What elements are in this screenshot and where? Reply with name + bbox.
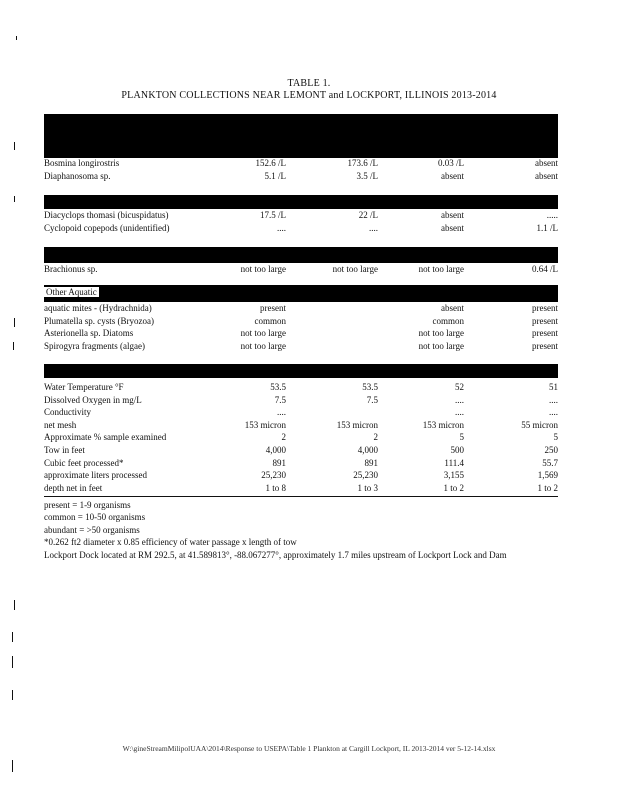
cell: 3.5 /L (356, 170, 378, 181)
section-copepods (44, 209, 558, 234)
row-label: depth net in feet (44, 482, 103, 493)
cell: 0.03 /L (438, 158, 464, 168)
cell: 2 (373, 432, 378, 443)
table-row (44, 406, 558, 419)
table-row (44, 222, 558, 235)
section-other-aquatic (44, 302, 558, 352)
table-row (44, 469, 558, 482)
cell: 891 (272, 457, 286, 468)
table-row (44, 419, 558, 432)
table-bottom-rule (44, 496, 558, 497)
cell: 153 micron (244, 419, 286, 430)
scan-speck (12, 632, 13, 642)
redaction-bar-other (44, 285, 558, 302)
cell: 891 (364, 457, 378, 468)
note-present: present = 1-9 organisms (44, 500, 131, 510)
cell: 5 (553, 432, 558, 443)
cell: not too large (418, 340, 464, 351)
cell: 25,230 (353, 470, 378, 481)
cell (286, 340, 378, 353)
cell: 4,000 (265, 444, 286, 455)
row-label: approximate liters processed (44, 470, 147, 481)
cell: 7.5 (274, 394, 286, 405)
cell: 55 micron (521, 419, 558, 430)
section-cladocera (44, 157, 558, 182)
cell: 5.1 /L (264, 170, 286, 181)
scan-speck (13, 342, 14, 350)
cell: absent (535, 158, 558, 168)
redaction-bar-parameters (44, 364, 558, 378)
scan-speck (14, 196, 15, 202)
cell: absent (441, 170, 464, 181)
cell: not too large (240, 340, 286, 351)
cell: present (260, 303, 286, 313)
row-label: Diacyclops thomasi (bicuspidatus) (44, 210, 169, 220)
table-notes (44, 499, 507, 561)
cell: 173.6 /L (347, 158, 378, 168)
cell: 55.7 (542, 457, 558, 468)
cell: 52 (455, 382, 464, 392)
cell: not too large (418, 328, 464, 339)
table-row (44, 482, 558, 495)
row-label: aquatic mites - (Hydrachnida) (44, 303, 152, 313)
redaction-bar-copepods (44, 195, 558, 209)
cell: .... (455, 407, 464, 418)
cell: .... (277, 222, 286, 233)
row-label: Conductivity (44, 407, 91, 418)
table-row (44, 157, 558, 170)
table-row (44, 340, 558, 353)
scan-speck (12, 690, 13, 700)
table-row (44, 170, 558, 183)
table-row (44, 381, 558, 394)
table-row (44, 327, 558, 340)
table-row (44, 394, 558, 407)
table-row (44, 302, 558, 315)
scan-speck (14, 600, 15, 610)
cell: present (532, 340, 558, 351)
table-row (44, 444, 558, 457)
cell (286, 315, 378, 328)
cell: not too large (240, 328, 286, 339)
cell: 53.5 (362, 382, 378, 392)
cell: not too large (332, 264, 378, 274)
cell: 53.5 (270, 382, 286, 392)
section-rotifers (44, 263, 558, 276)
table-row (44, 431, 558, 444)
cell: 1 to 2 (443, 482, 464, 493)
cell: 22 /L (358, 210, 378, 220)
cell: absent (535, 170, 558, 181)
row-label: net mesh (44, 419, 77, 430)
cell: 25,230 (261, 470, 286, 481)
cell: 5 (459, 432, 464, 443)
cell: absent (441, 303, 464, 313)
cell: present (532, 303, 558, 313)
table-subtitle: PLANKTON COLLECTIONS NEAR LEMONT and LOCKPORT, ILLINOIS 2013-2014 (121, 90, 497, 101)
cell: 51 (549, 382, 558, 392)
scan-speck (12, 760, 13, 772)
cell: 1,569 (537, 470, 558, 481)
table-row (44, 263, 558, 276)
table-row (44, 457, 558, 470)
cell: absent (441, 222, 464, 233)
cell: 4,000 (357, 444, 378, 455)
cell: 152.6 /L (255, 158, 286, 168)
note-common: common = 10-50 organisms (44, 512, 146, 523)
cell: 1.1 /L (536, 222, 558, 233)
cell: common (254, 315, 286, 326)
cell: 111.4 (444, 457, 464, 468)
scan-speck (14, 142, 15, 150)
cell: 1 to 3 (357, 482, 378, 493)
row-label: Brachionus sp. (44, 264, 98, 274)
cell: 1 to 8 (265, 482, 286, 493)
note-volume-formula: *0.262 ft2 diameter x 0.85 efficiency of water passage x length of tow (44, 537, 297, 548)
cell: .... (455, 394, 464, 405)
row-label: Bosmina longirostris (44, 158, 120, 168)
row-label: Spirogyra fragments (algae) (44, 340, 145, 351)
cell: .... (369, 222, 378, 233)
redaction-bar-header (44, 114, 558, 158)
cell: 153 micron (422, 419, 464, 430)
cell: absent (441, 210, 464, 220)
cell: 250 (544, 444, 558, 455)
cell: not too large (418, 264, 464, 274)
cell: 500 (450, 444, 464, 455)
row-label: Approximate % sample examined (44, 432, 167, 443)
cell (286, 302, 378, 315)
cell: 0.64 /L (532, 264, 558, 274)
row-label: Plumatella sp. cysts (Bryozoa) (44, 315, 154, 326)
cell: not too large (240, 264, 286, 274)
row-label: Diaphanosoma sp. (44, 170, 111, 181)
file-path-footer: W:\gineStreamMilipolUAA\2014\Response to USEPA\Table 1 Plankton at Cargill Lockport, IL 2013-2014 ver 5-12-14.xlsx (122, 744, 496, 753)
cell: 3,155 (443, 470, 464, 481)
table-row (44, 315, 558, 328)
section-sampling-parameters (44, 381, 558, 494)
row-label: Cyclopoid copepods (unidentified) (44, 222, 170, 233)
table-title: TABLE 1. (287, 78, 331, 89)
note-lockport-location: Lockport Dock located at RM 292.5, at 41.589813°, -88.067277°, approximately 1.7 miles upstream of Lockport Lock and Dam (44, 549, 507, 560)
cell: 17.5 /L (260, 210, 286, 220)
row-label: Dissolved Oxygen in mg/L (44, 394, 142, 405)
cell: common (432, 315, 464, 326)
cell (286, 406, 378, 419)
scan-speck (16, 36, 17, 40)
cell (286, 327, 378, 340)
section-heading-other: Other Aquatic (46, 287, 97, 297)
cell: 2 (281, 432, 286, 443)
cell: .... (549, 407, 558, 418)
row-label: Cubic feet processed* (44, 457, 124, 468)
cell: present (532, 315, 558, 326)
cell: .... (549, 394, 558, 405)
cell: ..... (546, 210, 558, 220)
redaction-bar-rotifers (44, 247, 558, 263)
scan-speck (14, 318, 15, 327)
cell: 153 micron (336, 419, 378, 430)
cell: present (532, 328, 558, 339)
note-abundant: abundant = >50 organisms (44, 524, 140, 535)
cell: 7.5 (366, 394, 378, 405)
cell: .... (277, 407, 286, 418)
row-label: Asterionella sp. Diatoms (44, 328, 134, 339)
row-label: Water Temperature °F (44, 382, 124, 392)
table-row (44, 209, 558, 222)
scan-speck (12, 656, 13, 668)
cell: 1 to 2 (537, 482, 558, 493)
row-label: Tow in feet (44, 444, 85, 455)
